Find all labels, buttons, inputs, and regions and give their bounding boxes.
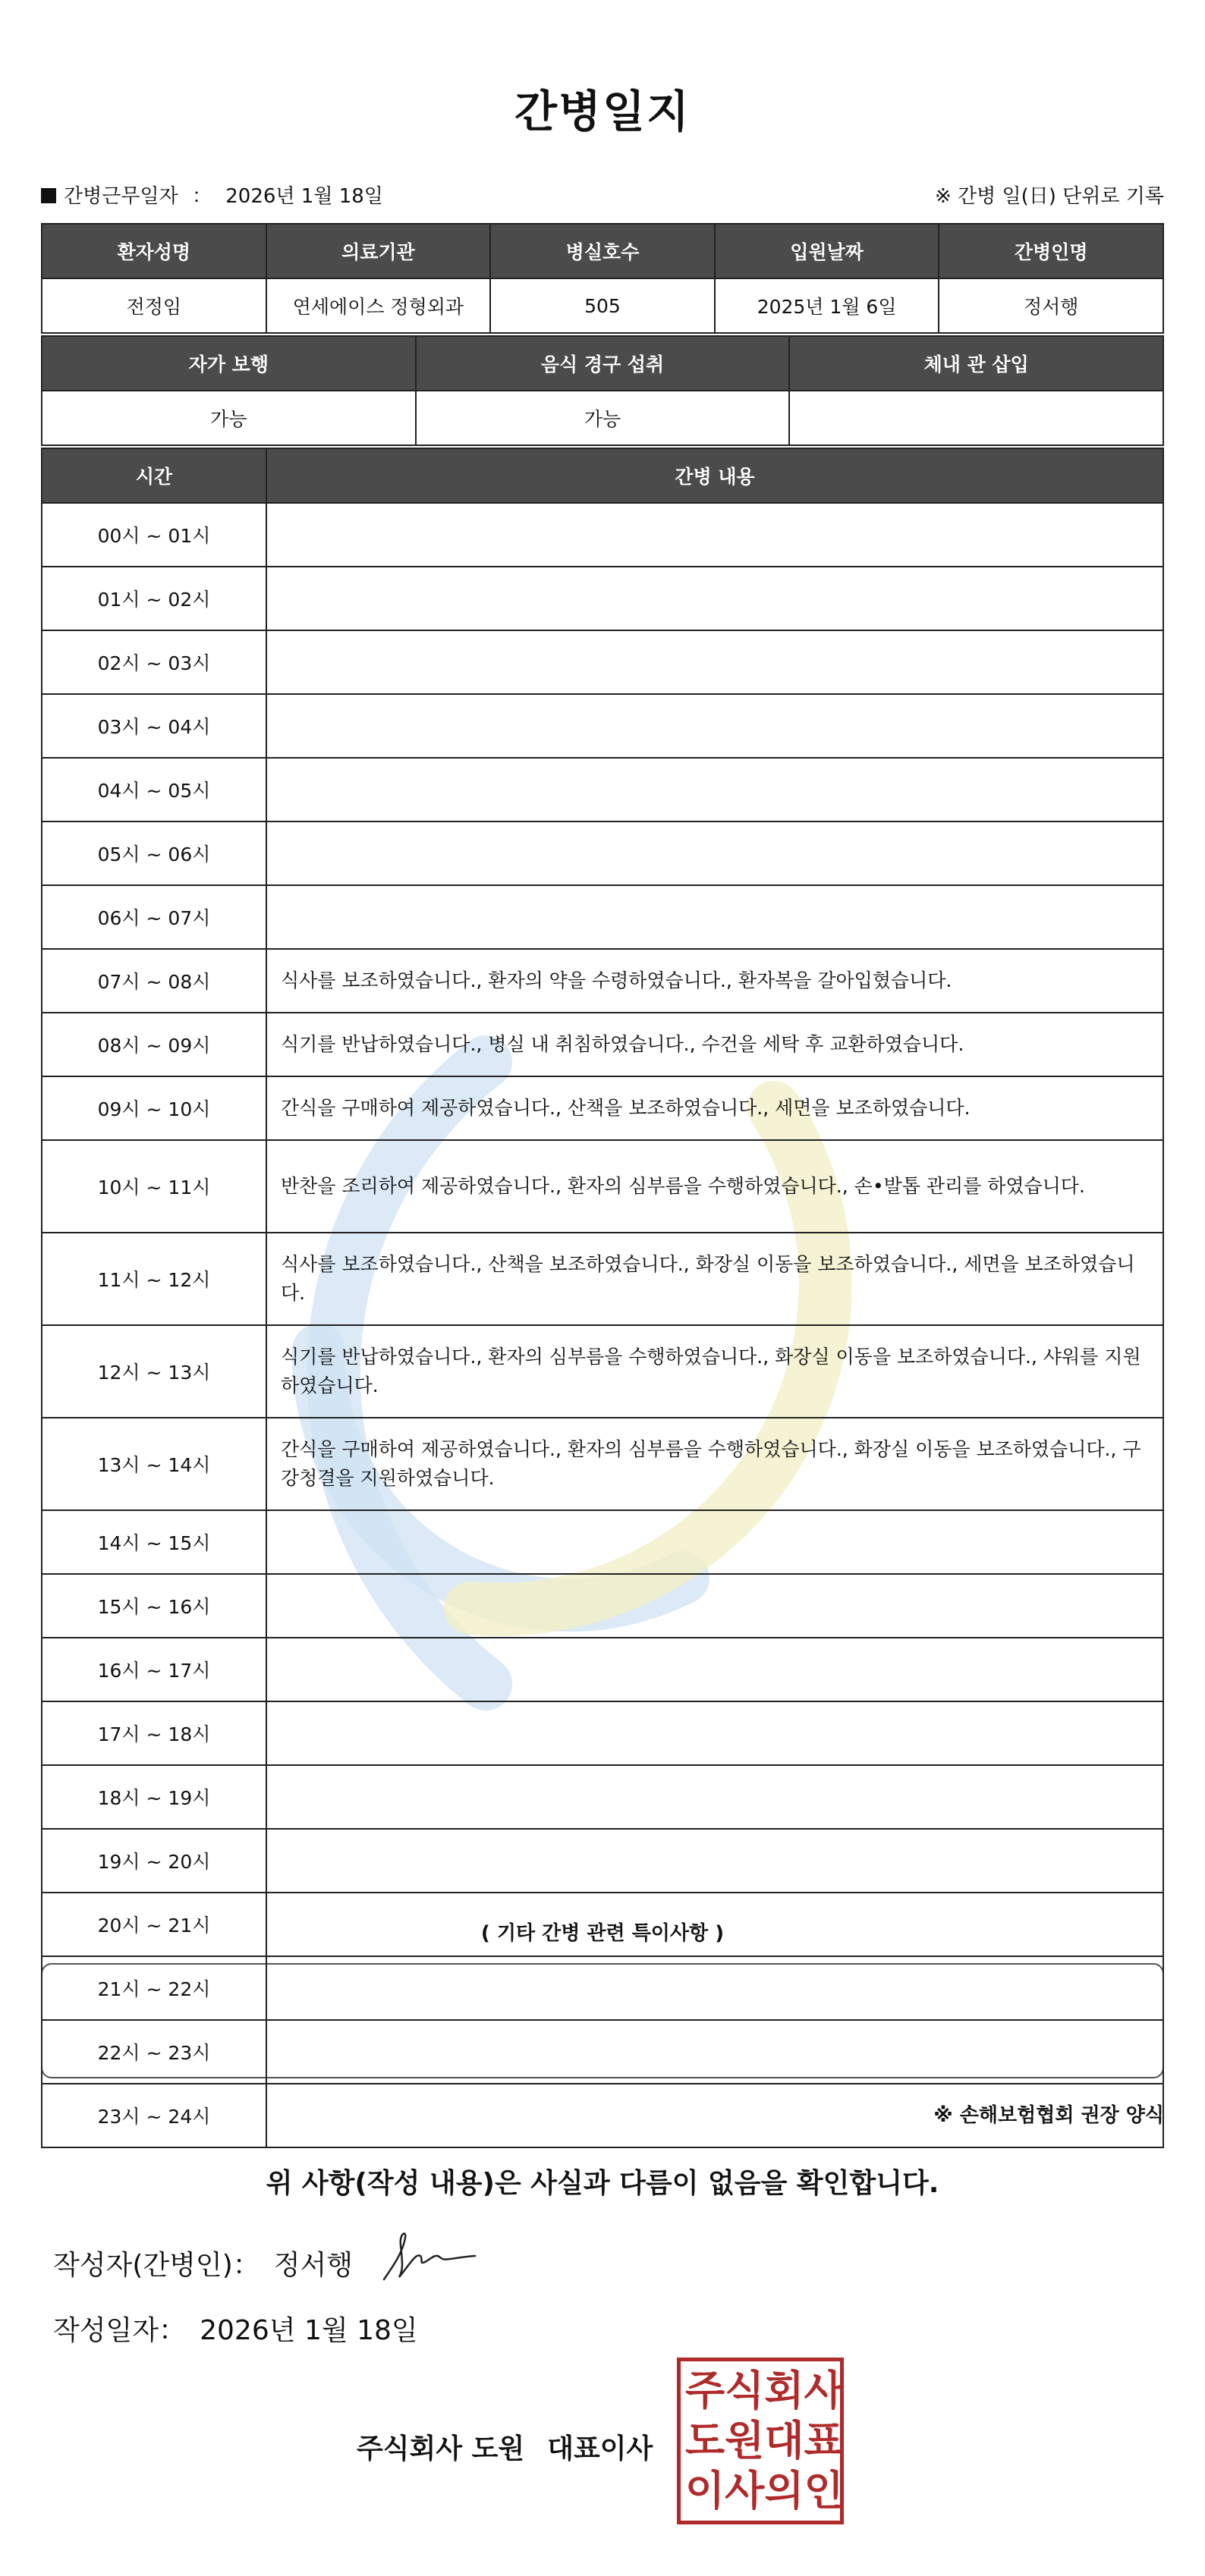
row-care-content [266, 503, 1163, 567]
table-row [42, 694, 1163, 758]
seal-char: 주 [685, 2367, 725, 2414]
row-care-content [266, 1956, 1163, 2020]
table-row [42, 1701, 1163, 1765]
row-time: 13시 ~ 14시 [42, 1418, 266, 1510]
work-date-label: 간병근무일자 [64, 185, 178, 208]
row-time: 08시 ~ 09시 [42, 1013, 266, 1076]
row-time: 14시 ~ 15시 [42, 1510, 266, 1574]
seal-char: 의 [764, 2467, 804, 2515]
table-row [42, 1510, 1163, 1574]
table-row [42, 1956, 1163, 2020]
square-bullet-icon [41, 188, 56, 203]
seal-char: 인 [804, 2467, 844, 2515]
seal-char: 원 [725, 2417, 765, 2464]
work-date-value: 2026년 1월 18일 [225, 185, 383, 208]
seal-char: 이 [685, 2467, 725, 2515]
row-care-content: 식기를 반납하였습니다., 환자의 심부름을 수행하였습니다., 화장실 이동을 보조하였습니다., 샤워를 지원하였습니다. [266, 1325, 1163, 1418]
header-oral-intake: 음식 경구 섭취 [416, 336, 790, 391]
row-time: 12시 ~ 13시 [42, 1325, 266, 1418]
header-tube-insertion: 체내 관 삽입 [789, 336, 1163, 391]
admission-date: 2025년 1월 6일 [715, 278, 939, 333]
row-time: 07시 ~ 08시 [42, 949, 266, 1013]
table-row [42, 1829, 1163, 1893]
row-time: 00시 ~ 01시 [42, 503, 266, 567]
row-time: 21시 ~ 22시 [42, 1956, 266, 2020]
seal-char: 도 [685, 2417, 725, 2464]
table-row [42, 1325, 1163, 1418]
table-row [42, 821, 1163, 885]
row-time: 16시 ~ 17시 [42, 1638, 266, 1701]
table-row [42, 758, 1163, 821]
row-care-content [266, 1638, 1163, 1701]
row-time: 15시 ~ 16시 [42, 1574, 266, 1638]
row-time: 05시 ~ 06시 [42, 821, 266, 885]
hospital-name: 연세에이스 정형외과 [266, 278, 491, 333]
row-time: 10시 ~ 11시 [42, 1140, 266, 1233]
work-date-separator: ： [191, 185, 212, 208]
row-care-content [266, 2020, 1163, 2084]
header-care-content: 간병 내용 [266, 448, 1163, 503]
header-caregiver-name: 간병인명 [939, 224, 1163, 278]
row-care-content [266, 1893, 1163, 1956]
row-care-content [266, 694, 1163, 758]
table-row [42, 630, 1163, 694]
writer-line [53, 2244, 353, 2282]
header-patient-name: 환자성명 [42, 224, 266, 278]
record-note: ※ 간병 일(日) 단위로 기록 [934, 185, 1164, 208]
hourly-rows [42, 503, 1163, 2147]
header-hospital: 의료기관 [266, 224, 491, 278]
row-care-content: 식기를 반납하였습니다., 병실 내 취침하였습니다., 수건을 세탁 후 교환하였습니다. [266, 1013, 1163, 1076]
patient-name: 전정임 [42, 278, 266, 333]
row-care-content: 식사를 보조하였습니다., 환자의 약을 수령하였습니다., 환자복을 갈아입혔습니다. [266, 949, 1163, 1013]
table-row [42, 1076, 1163, 1140]
patient-info-table [41, 223, 1164, 334]
seal-char: 식 [725, 2367, 765, 2414]
table-row [42, 1638, 1163, 1701]
hourly-care-table [41, 448, 1164, 2148]
form-note: ※ 손해보험협회 권장 양식 [933, 2104, 1164, 2127]
row-time: 17시 ~ 18시 [42, 1701, 266, 1765]
table-row [42, 885, 1163, 949]
row-care-content [266, 1765, 1163, 1829]
room-number: 505 [490, 278, 715, 333]
row-care-content [266, 758, 1163, 821]
row-care-content: 간식을 구매하여 제공하였습니다., 산책을 보조하였습니다., 세면을 보조하였습니다. [266, 1076, 1163, 1140]
document-title: 간병일지 [514, 86, 691, 137]
row-time: 18시 ~ 19시 [42, 1765, 266, 1829]
caregiver-name: 정서행 [939, 278, 1163, 333]
table-row [42, 503, 1163, 567]
walking-status: 가능 [42, 391, 416, 445]
table-row [42, 1140, 1163, 1233]
row-care-content: 식사를 보조하였습니다., 산책을 보조하였습니다., 화장실 이동을 보조하였습니다., 세면을 보조하였습니다. [266, 1233, 1163, 1325]
table-row [42, 1893, 1163, 1956]
row-care-content: 반찬을 조리하여 제공하였습니다., 환자의 심부름을 수행하였습니다., 손•발톱 관리를 하였습니다. [266, 1140, 1163, 1233]
written-date-label: 작성일자： [53, 2315, 187, 2346]
table-row [42, 2084, 1163, 2147]
oral-intake-status: 가능 [416, 391, 790, 445]
table-row [42, 1574, 1163, 1638]
row-time: 04시 ~ 05시 [42, 758, 266, 821]
row-time: 22시 ~ 23시 [42, 2020, 266, 2084]
header-walking: 자가 보행 [42, 336, 416, 391]
row-care-content [266, 1574, 1163, 1638]
written-date-value: 2026년 1월 18일 [200, 2315, 418, 2346]
row-time: 23시 ~ 24시 [42, 2084, 266, 2147]
row-care-content [266, 1701, 1163, 1765]
row-care-content [266, 630, 1163, 694]
writer-name: 정서행 [273, 2250, 354, 2281]
company-name: 주식회사 도원 [357, 2433, 525, 2464]
table-row [42, 1418, 1163, 1510]
row-care-content: 간식을 구매하여 제공하였습니다., 환자의 심부름을 수행하였습니다., 화장실 이동을 보조하였습니다., 구강청결을 지원하였습니다. [266, 1418, 1163, 1510]
row-care-content [266, 1510, 1163, 1574]
table-row [42, 1233, 1163, 1325]
row-care-content [266, 567, 1163, 630]
seal-char: 회 [764, 2367, 804, 2414]
company-seal [677, 2358, 844, 2524]
row-time: 01시 ~ 02시 [42, 567, 266, 630]
table-row [42, 2020, 1163, 2084]
written-date-line [53, 2309, 418, 2348]
company-line [357, 2427, 653, 2466]
row-time: 20시 ~ 21시 [42, 1893, 266, 1956]
header-time: 시간 [42, 448, 266, 503]
seal-char: 표 [804, 2417, 844, 2464]
work-date [41, 181, 383, 209]
row-time: 03시 ~ 04시 [42, 694, 266, 758]
row-time: 06시 ~ 07시 [42, 885, 266, 949]
row-time: 02시 ~ 03시 [42, 630, 266, 694]
table-row [42, 567, 1163, 630]
table-row [42, 949, 1163, 1013]
row-care-content [266, 885, 1163, 949]
row-care-content [266, 821, 1163, 885]
row-time: 19시 ~ 20시 [42, 1829, 266, 1893]
table-row [42, 1765, 1163, 1829]
patient-status-table [41, 335, 1164, 446]
seal-char: 사 [804, 2367, 844, 2414]
signature-icon [376, 2223, 483, 2291]
seal-char: 대 [764, 2417, 804, 2464]
seal-char: 사 [725, 2467, 765, 2515]
writer-label: 작성자(간병인)： [53, 2250, 260, 2281]
header-admission-date: 입원날짜 [715, 224, 939, 278]
ceo-label: 대표이사 [547, 2433, 653, 2464]
row-time: 09시 ~ 10시 [42, 1076, 266, 1140]
notes-label: ( 기타 간병 관련 특이사항 ) [480, 1922, 725, 1945]
confirmation-statement: 위 사항(작성 내용)은 사실과 다름이 없음을 확인합니다. [266, 2168, 939, 2199]
table-row [42, 1013, 1163, 1076]
row-care-content [266, 1829, 1163, 1893]
row-time: 11시 ~ 12시 [42, 1233, 266, 1325]
tube-insertion-status [789, 391, 1163, 445]
header-room: 병실호수 [490, 224, 715, 278]
row-care-content [266, 2084, 1163, 2147]
